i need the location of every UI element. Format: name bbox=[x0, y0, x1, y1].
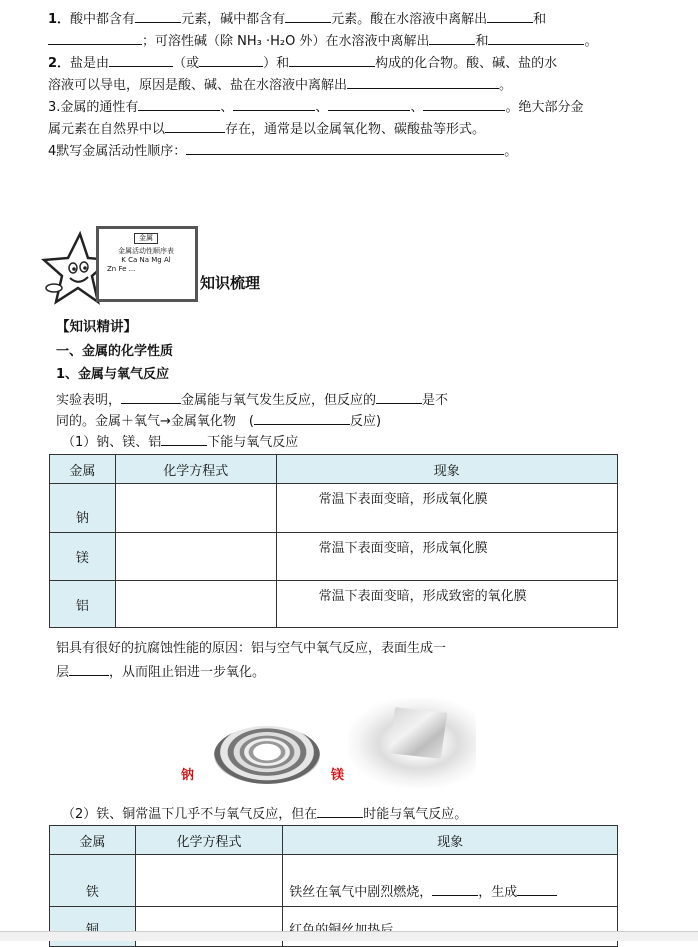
text: 金属能与氧气发生反应，但反应的 bbox=[181, 393, 377, 408]
text: 酸中都含有 bbox=[70, 12, 136, 27]
blank[interactable] bbox=[165, 119, 225, 133]
subsection-1 bbox=[62, 432, 298, 452]
table-row bbox=[50, 855, 618, 907]
paragraph-line-1 bbox=[56, 390, 448, 410]
blackboard-text bbox=[107, 233, 185, 274]
header-cell: 金属 bbox=[50, 826, 136, 855]
board-line: Zn Fe ... bbox=[107, 265, 136, 273]
text: （2）铁、铜常温下几乎不与氧气反应，但在 bbox=[62, 807, 318, 822]
header-cell: 化学方程式 bbox=[135, 826, 282, 855]
text: ，从而阻止铝进一步氧化。 bbox=[109, 665, 266, 680]
text: 和 bbox=[533, 12, 547, 27]
header-cell: 现象 bbox=[276, 455, 617, 484]
blank[interactable] bbox=[429, 31, 475, 45]
blank[interactable] bbox=[48, 31, 142, 45]
text: 反应) bbox=[349, 414, 382, 429]
blank[interactable] bbox=[186, 141, 504, 155]
label-na: 钠 bbox=[181, 768, 195, 783]
phenomenon-cell: 常温下表面变暗，形成氧化膜 bbox=[276, 533, 617, 581]
blank[interactable] bbox=[289, 53, 375, 67]
blank[interactable] bbox=[138, 97, 220, 111]
blank[interactable] bbox=[317, 804, 363, 818]
blank[interactable] bbox=[135, 9, 181, 23]
blank[interactable] bbox=[328, 97, 410, 111]
text: 存在，通常是以金属氧化物、碳酸盐等形式。 bbox=[225, 122, 486, 137]
table-row bbox=[50, 581, 618, 628]
phenomenon-cell bbox=[283, 855, 618, 907]
text: ）和 bbox=[263, 56, 290, 71]
question-2-line-2 bbox=[48, 75, 512, 95]
blank[interactable] bbox=[121, 390, 181, 404]
text: 下能与氧气反应 bbox=[207, 435, 299, 450]
blank[interactable] bbox=[199, 53, 263, 67]
equation-cell[interactable] bbox=[115, 581, 276, 628]
subsection-2 bbox=[62, 804, 467, 824]
text: 。 bbox=[499, 78, 513, 93]
blank[interactable] bbox=[347, 75, 499, 89]
question-1-line-1 bbox=[48, 9, 546, 29]
text: 时能与氧气反应。 bbox=[363, 807, 468, 822]
question-number: 1． bbox=[48, 12, 71, 27]
board-title: 金属 bbox=[134, 233, 158, 244]
blank[interactable] bbox=[285, 9, 331, 23]
text: 构成的化合物。酸、碱、盐的水 bbox=[375, 56, 558, 71]
table-row bbox=[50, 533, 618, 581]
text: 4默写金属活动性顺序： bbox=[48, 144, 187, 159]
al-note-line-1: 铝具有很好的抗腐蚀性能的原因：铝与空气中氧气反应，表面生成一 bbox=[56, 641, 447, 656]
question-4 bbox=[48, 141, 517, 161]
text: 同的。金属＋氧气→金属氧化物 ( bbox=[56, 414, 254, 429]
text: 溶液可以导电，原因是酸、碱、盐在水溶液中离解出 bbox=[48, 78, 348, 93]
text: 元素，碱中都含有 bbox=[181, 12, 286, 27]
text: 。 bbox=[584, 34, 598, 49]
text: （或 bbox=[173, 56, 200, 71]
section-h2: 1、金属与氧气反应 bbox=[56, 367, 170, 382]
blackboard bbox=[96, 226, 198, 302]
header-cell: 化学方程式 bbox=[115, 455, 276, 484]
metal-oxygen-table-2 bbox=[49, 825, 618, 947]
blank[interactable] bbox=[109, 53, 173, 67]
text: （1）钠、镁、铝 bbox=[62, 435, 162, 450]
text: 实验表明， bbox=[56, 393, 122, 408]
text: ，生成 bbox=[478, 885, 518, 900]
table-header-row bbox=[50, 826, 618, 855]
text: 、 bbox=[315, 100, 329, 115]
blank[interactable] bbox=[376, 390, 422, 404]
sodium-coil-image bbox=[214, 726, 320, 784]
question-3-line-1 bbox=[48, 97, 583, 117]
text: 。 bbox=[504, 144, 518, 159]
table-row bbox=[50, 484, 618, 533]
blank[interactable] bbox=[517, 882, 557, 896]
al-note-line-2 bbox=[56, 662, 265, 682]
label-mg: 镁 bbox=[331, 768, 345, 783]
text: 层 bbox=[56, 665, 70, 680]
text: 、 bbox=[220, 100, 234, 115]
text: 是不 bbox=[422, 393, 449, 408]
board-line: K Ca Na Mg Al bbox=[121, 256, 171, 264]
question-number: 2． bbox=[48, 56, 71, 71]
section-heading: 知识梳理 bbox=[200, 274, 261, 292]
question-2-line-1 bbox=[48, 53, 557, 73]
blank[interactable] bbox=[233, 97, 315, 111]
section-h1: 一、金属的化学性质 bbox=[56, 344, 174, 359]
blank[interactable] bbox=[161, 432, 207, 446]
text: 属元素在自然界中以 bbox=[48, 122, 166, 137]
phenomenon-cell: 常温下表面变暗，形成致密的氧化膜 bbox=[276, 581, 617, 628]
metal-cell: 镁 bbox=[50, 533, 116, 581]
knowledge-bracket-title: 【知识精讲】 bbox=[56, 319, 137, 335]
paragraph-line-2 bbox=[56, 411, 381, 431]
text: 、 bbox=[410, 100, 424, 115]
blank[interactable] bbox=[69, 662, 109, 676]
equation-cell[interactable] bbox=[115, 484, 276, 533]
question-1-line-2 bbox=[48, 31, 598, 51]
metal-oxygen-table-1 bbox=[49, 454, 618, 628]
text: 元素。酸在水溶液中离解出 bbox=[331, 12, 488, 27]
text: 和 bbox=[475, 34, 489, 49]
equation-cell[interactable] bbox=[115, 533, 276, 581]
question-3-line-2 bbox=[48, 119, 485, 139]
magnesium-block-shape bbox=[389, 707, 447, 758]
metal-cell: 钠 bbox=[50, 484, 116, 533]
metal-cell: 铝 bbox=[50, 581, 116, 628]
text: 。绝大部分金 bbox=[505, 100, 584, 115]
metal-cell: 铁 bbox=[50, 855, 136, 907]
blank[interactable] bbox=[432, 882, 478, 896]
text: 盐是由 bbox=[70, 56, 110, 71]
blank[interactable] bbox=[488, 31, 584, 45]
blank[interactable] bbox=[487, 9, 533, 23]
header-cell: 金属 bbox=[50, 455, 116, 484]
blank[interactable] bbox=[423, 97, 505, 111]
text: 3.金属的通性有 bbox=[48, 100, 139, 115]
header-cell: 现象 bbox=[283, 826, 618, 855]
equation-cell[interactable] bbox=[135, 855, 282, 907]
phenomenon-cell: 常温下表面变暗，形成氧化膜 bbox=[276, 484, 617, 533]
blank[interactable] bbox=[254, 411, 350, 425]
text: 铁丝在氧气中剧烈燃烧， bbox=[289, 885, 433, 900]
table-header-row bbox=[50, 455, 618, 484]
text: ；可溶性碱（除 NH₃ ·H₂O 外）在水溶液中离解出 bbox=[142, 34, 430, 49]
board-line: 金属活动性顺序表 bbox=[118, 247, 174, 255]
